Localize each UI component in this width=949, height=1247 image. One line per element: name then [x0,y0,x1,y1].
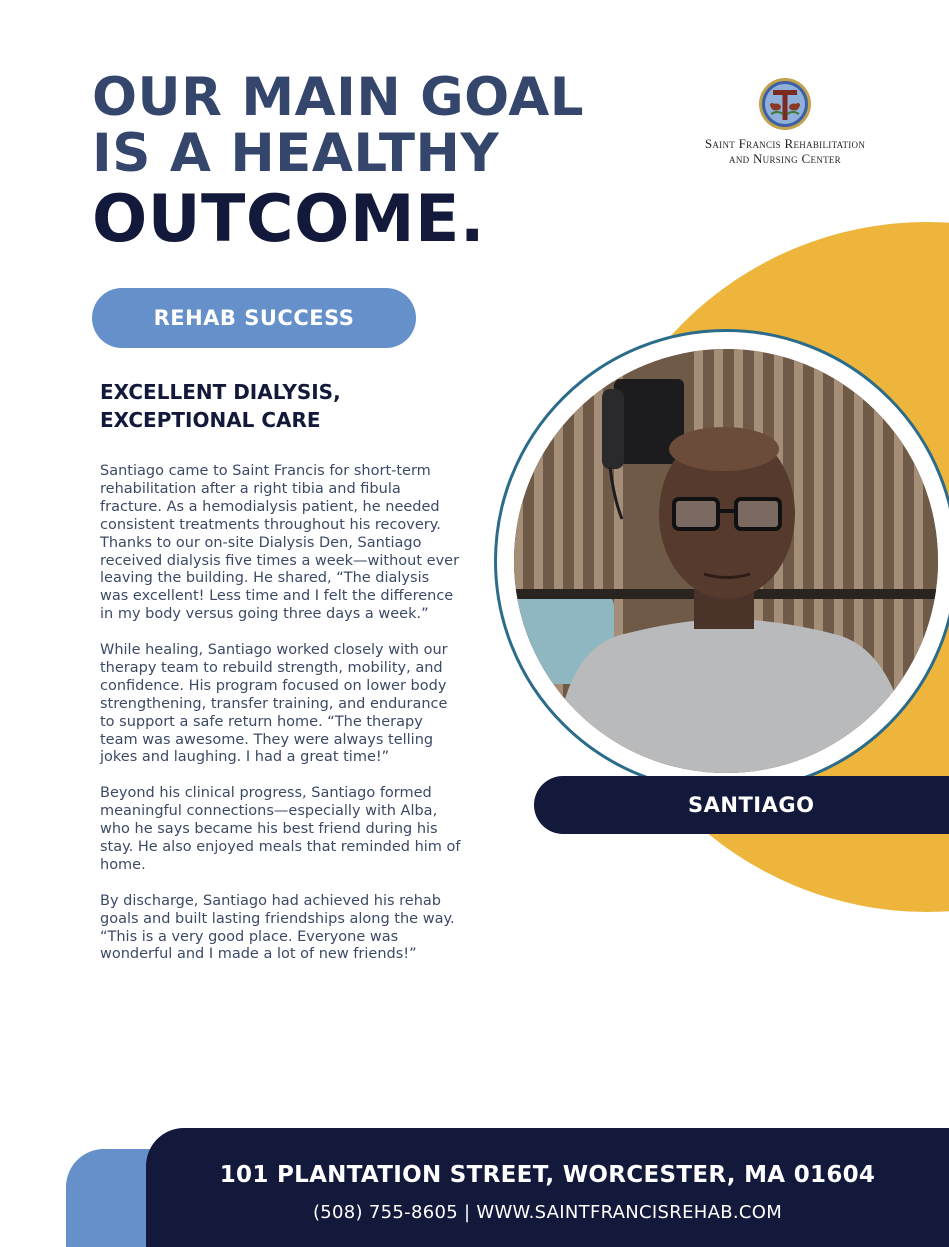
story-paragraph-4: By discharge, Santiago had achieved his rehab goals and built lasting friendships along the way. “This is a very good place. Everyone was wonderful and I made a lot of new friends!” [100,892,455,963]
subheading-line-1: EXCELLENT DIALYSIS, [100,380,341,404]
footer [146,1128,949,1247]
organization-name-line-1: Saint Francis Rehabilitation [704,136,866,151]
rehab-success-badge [92,288,416,348]
badge-label: REHAB SUCCESS [153,306,355,330]
headline-line-1: OUR MAIN GOAL [92,67,585,128]
patient-name: SANTIAGO [688,793,815,817]
headline-line-3: OUTCOME. [92,182,486,257]
headline [92,67,652,258]
story-paragraph-3: Beyond his clinical progress, Santiago formed meaningful connections—especially with Alba, who he says became his best friend during his stay. He also enjoyed meals that reminded him of home. [100,785,461,873]
subheading-line-2: EXCEPTIONAL CARE [100,408,321,432]
organization-name-line-2: and Nursing Center [729,151,841,166]
patient-photo [514,349,938,773]
story-paragraph-2: While healing, Santiago worked closely with our therapy team to rebuild strength, mobility, and confidence. His program focused on lower body strengthening, transfer training, and endurance to support a safe return home. “The therapy team was awesome. They were always telling jokes and laughing. I had a great time!” [100,642,448,766]
organization-logo [680,76,890,166]
patient-name-banner [534,776,949,834]
story-paragraph-1: Santiago came to Saint Francis for short-term rehabilitation after a right tibia and fibula fracture. As a hemodialysis patient, he needed consistent treatments throughout his recovery. Thanks to our on-site Dialysis Den, Santiago received dialysis five times a week—without ever leaving the building. He shared, “The dialysis was excellent! Less time and I felt the difference in my body versus going three days a week.” [100,463,460,623]
story-body [100,463,462,982]
headline-line-2: IS A HEALTHY [92,123,500,184]
footer-address: 101 PLANTATION STREET, WORCESTER, MA 01604 [219,1162,876,1188]
franciscan-tau-cross-birds-icon [757,76,813,132]
footer-contact[interactable]: (508) 755-8605 | WWW.SAINTFRANCISREHAB.COM [312,1202,783,1223]
story-subheading [100,378,480,434]
